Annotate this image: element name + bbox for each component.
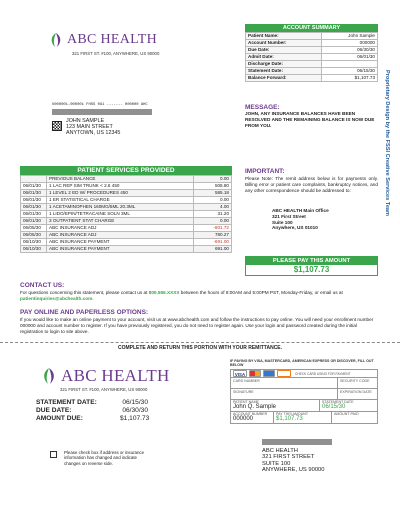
account-summary-label: Account Number: <box>246 40 322 47</box>
message-title: MESSAGE: <box>245 104 280 111</box>
account-summary-label: Statement Date: <box>246 68 322 75</box>
services-desc: ABC INSURANCE ADJ <box>47 225 194 232</box>
remit-suite: SUITE 100 <box>262 460 291 467</box>
patient-services <box>20 166 232 253</box>
amex-card-icon[interactable] <box>263 370 275 377</box>
recipient-city: ANYTOWN, US 12345 <box>66 130 121 136</box>
payment-form <box>230 359 378 424</box>
services-amount: 691.00 <box>194 246 232 253</box>
qr-code-icon <box>52 121 62 131</box>
account-summary-row <box>246 47 378 54</box>
important-text: Please Note: The remit address below is for payments only. Billing error or patient care complaints, bankruptcy notices, and any other correspondence should be addressed to: <box>245 176 378 193</box>
card-number-field[interactable] <box>230 378 338 389</box>
services-amount: 585.18 <box>194 190 232 197</box>
recipient-name: JOHN SAMPLE <box>66 118 105 124</box>
expiration-field[interactable] <box>338 389 378 400</box>
services-amount: 508.80 <box>194 183 232 190</box>
account-summary-row <box>246 61 378 68</box>
account-summary-value: 06/15/30 <box>322 68 378 75</box>
return-note: COMPLETE AND RETURN THIS PORTION WITH YOUR REMITTANCE. <box>117 345 283 351</box>
important-title: IMPORTANT: <box>245 168 285 175</box>
services-date: 06/01/30 <box>21 218 47 225</box>
stub-company-name: ABC HEALTH <box>61 366 170 385</box>
services-date: 06/01/30 <box>21 204 47 211</box>
company-address: 321 FIRST ST. #100, ANYWHERE, US 90000 <box>72 51 160 56</box>
patient-name-label: PATIENT NAME <box>233 400 259 404</box>
services-row <box>21 239 232 246</box>
services-desc: 3 OUTPATIENT STAT CHARGE <box>47 218 194 225</box>
contact-title: CONTACT US: <box>20 282 65 289</box>
services-row <box>21 225 232 232</box>
account-summary-row <box>246 40 378 47</box>
remit-address <box>262 448 325 474</box>
online-title: PAY ONLINE AND PAPERLESS OPTIONS: <box>20 309 149 316</box>
services-date: 06/05/30 <box>21 232 47 239</box>
services-title: PATIENT SERVICES PROVIDED <box>20 166 232 175</box>
services-amount: -801.72 <box>194 225 232 232</box>
card-number-row <box>230 378 378 389</box>
stub-statement-date: 06/15/30 <box>122 399 148 406</box>
account-summary-value: 06/01/30 <box>322 54 378 61</box>
pay-amount-value: $1,107.73 <box>293 265 330 274</box>
postal-barcode <box>52 109 152 115</box>
services-desc: ABC INSURANCE PAYMENT <box>47 239 194 246</box>
signature-field[interactable] <box>230 389 338 400</box>
contact-text-a: For questions concerning this statement, please contact us at <box>20 290 149 295</box>
amount-paid-field[interactable] <box>332 412 378 424</box>
address-change-checkbox[interactable] <box>50 451 57 458</box>
account-summary-value: $1,107.73 <box>322 75 378 82</box>
amount-paid-label: AMOUNT PAID <box>334 412 359 416</box>
signature-label: SIGNATURE <box>233 390 254 394</box>
services-amount: 31.20 <box>194 211 232 218</box>
services-date: 06/10/30 <box>21 239 47 246</box>
account-summary-row <box>246 33 378 40</box>
check-card-label: CHECK CARD USING FOR PAYMENT <box>295 371 351 376</box>
stub-amount-due: $1,107.73 <box>120 415 150 422</box>
services-amount: 0.00 <box>194 197 232 204</box>
services-desc: ABC INSURANCE ADJ <box>47 232 194 239</box>
services-row <box>21 197 232 204</box>
stub-statement-date-label: STATEMENT DATE: <box>36 399 97 406</box>
remit-name: ABC HEALTH <box>262 448 298 454</box>
account-row <box>230 412 378 424</box>
main-office-address <box>272 208 329 231</box>
company-logo <box>48 32 157 48</box>
stub-company-address: 321 FIRST ST. #100, ANYWHERE, US 90000 <box>60 387 148 392</box>
office-name: ABC HEALTH Main Office <box>272 208 329 213</box>
form-account-number-label: ACCOUNT NUMBER <box>233 412 268 416</box>
contact-phone-link[interactable]: 800.555.XXXX <box>148 290 180 295</box>
expiration-label: EXPIRATION DATE <box>340 390 372 394</box>
account-summary <box>245 24 378 82</box>
account-summary-table <box>245 32 378 82</box>
pay-this-amount-field <box>274 412 332 424</box>
recipient-street: 123 MAIN STREET <box>66 124 113 130</box>
services-row <box>21 183 232 190</box>
patient-name-value: John Q. Sample <box>233 404 277 410</box>
services-date: 06/01/30 <box>21 190 47 197</box>
contact-email-link[interactable]: patientinquiries@abchealth.com <box>20 295 93 301</box>
contact-text-b: between the hours of 8:00AM and 5:00PM PST, Monday-Friday, or email us at <box>179 290 343 295</box>
services-date: 06/05/30 <box>21 225 47 232</box>
remit-street: 321 FIRST STREET <box>262 454 315 461</box>
account-summary-label: Patient Name: <box>246 33 322 40</box>
services-table <box>20 175 232 253</box>
stub-values <box>120 399 148 423</box>
signature-row <box>230 389 378 400</box>
tear-line <box>0 342 400 343</box>
statement-date-field <box>320 400 378 412</box>
services-row <box>21 190 232 197</box>
leaf-logo-icon <box>40 367 58 385</box>
services-desc: 1 ACETAMINOPHEN 160MG/5ML 20.3ML <box>47 204 194 211</box>
address-change-text: Please check box if address or insurance information has changed and indicate changes on reverse side. <box>64 450 145 466</box>
services-row <box>21 246 232 253</box>
services-row <box>21 176 232 183</box>
visa-card-icon[interactable]: VISA <box>234 372 246 377</box>
services-date: 06/01/30 <box>21 183 47 190</box>
contact-text <box>20 290 378 302</box>
patient-row <box>230 400 378 412</box>
pay-amount-box <box>245 256 378 276</box>
remit-city: ANYWHERE, US 90000 <box>262 467 325 474</box>
services-amount: 780.27 <box>194 232 232 239</box>
account-summary-value: 06/30/30 <box>322 47 378 54</box>
message-text: JOHN, ANY INSURANCE BALANCES HAVE BEEN RESOLVED AND THE REMAINING BALANCE IS NOW DUE FROM YOU. <box>245 111 375 128</box>
services-desc: 1 LAC REP SIM TRUNK < 2.6 450 <box>47 183 194 190</box>
services-desc: ABC INSURANCE PAYMENT <box>47 246 194 253</box>
services-row <box>21 218 232 225</box>
office-suite: Suite 100 <box>272 219 293 225</box>
services-desc: 1 ER STATISTICAL CHARGE <box>47 197 194 204</box>
services-date: 06/01/30 <box>21 197 47 204</box>
stub-due-date-label: DUE DATE: <box>36 407 72 414</box>
barcode-line: U000001-000001 FHSS 0G1 ------- 000000 AHC <box>52 103 148 107</box>
security-code-label: SECURITY CODE <box>340 379 370 383</box>
mailing-address <box>66 118 120 136</box>
card-number-label: CARD NUMBER <box>233 379 260 383</box>
company-name: ABC HEALTH <box>67 32 157 47</box>
stub-company-logo <box>40 366 170 386</box>
account-summary-row <box>246 54 378 61</box>
stub-due-date: 06/30/30 <box>122 407 148 414</box>
account-summary-title: ACCOUNT SUMMARY <box>245 24 378 32</box>
account-summary-label: Discharge Date: <box>246 61 322 68</box>
account-summary-label: Admit Date: <box>246 54 322 61</box>
online-text: If you would like to make an online payment to your account, visit us at www.abchealth.com and follow the instructions to pay online. You will need your enrollment number 000000 and account number to register. If you have previously registered, you do not need to register again. Use your login and password created during the initial registration to login to site above. <box>20 317 374 334</box>
patient-name-field <box>230 400 320 412</box>
discover-card-icon[interactable] <box>277 370 291 377</box>
form-pay-value: $1,107.73 <box>276 416 303 422</box>
security-code-field[interactable] <box>338 378 378 389</box>
payment-form-header: IF PAYING BY VISA, MASTERCARD, AMERICAN EXPRESS OR DISCOVER, FILL OUT BELOW <box>230 359 374 367</box>
pay-amount-label: PLEASE PAY THIS AMOUNT <box>246 257 377 265</box>
services-amount: 4.00 <box>194 204 232 211</box>
account-number-field <box>230 412 274 424</box>
contact-text-c: . <box>92 295 94 301</box>
account-summary-label: Balance Forward: <box>246 75 322 82</box>
card-type-row <box>230 369 378 378</box>
side-credit-text: Proprietary Design by the FSSI Creative Services Team <box>384 70 390 217</box>
office-city: Anywhere, US 01010 <box>272 225 318 231</box>
leaf-logo-icon <box>48 32 64 48</box>
account-summary-label: Due Date: <box>246 47 322 54</box>
mastercard-icon[interactable] <box>249 370 261 377</box>
services-desc: PREVIOUS BALANCE <box>47 176 194 183</box>
services-row <box>21 232 232 239</box>
remit-barcode <box>262 439 332 445</box>
services-amount: 0.00 <box>194 176 232 183</box>
form-statement-date-label: STATEMENT DATE <box>322 400 354 404</box>
services-date: 06/10/30 <box>21 246 47 253</box>
stub-amount-due-label: AMOUNT DUE: <box>36 415 83 422</box>
account-summary-value: 000000 <box>322 40 378 47</box>
services-desc: 1 LIDO/EPIN/TETRACAINE SOLN 3ML <box>47 211 194 218</box>
stub-summary <box>36 399 97 423</box>
account-summary-value: John Sample <box>322 33 378 40</box>
form-statement-date-value: 06/15/30 <box>322 404 346 410</box>
form-account-number-value: 000000 <box>233 416 254 422</box>
account-summary-row <box>246 75 378 82</box>
form-pay-label: PAY THIS AMOUNT <box>276 412 309 416</box>
account-summary-value <box>322 61 378 68</box>
services-date <box>21 176 47 183</box>
services-amount: 0.00 <box>194 218 232 225</box>
services-row <box>21 211 232 218</box>
services-row <box>21 204 232 211</box>
services-date: 06/01/30 <box>21 211 47 218</box>
office-street: 321 First Street <box>272 213 306 219</box>
services-amount: -691.00 <box>194 239 232 246</box>
account-summary-row <box>246 68 378 75</box>
services-desc: 1 LEVEL 2 ED W/ PROCEDURES 450 <box>47 190 194 197</box>
